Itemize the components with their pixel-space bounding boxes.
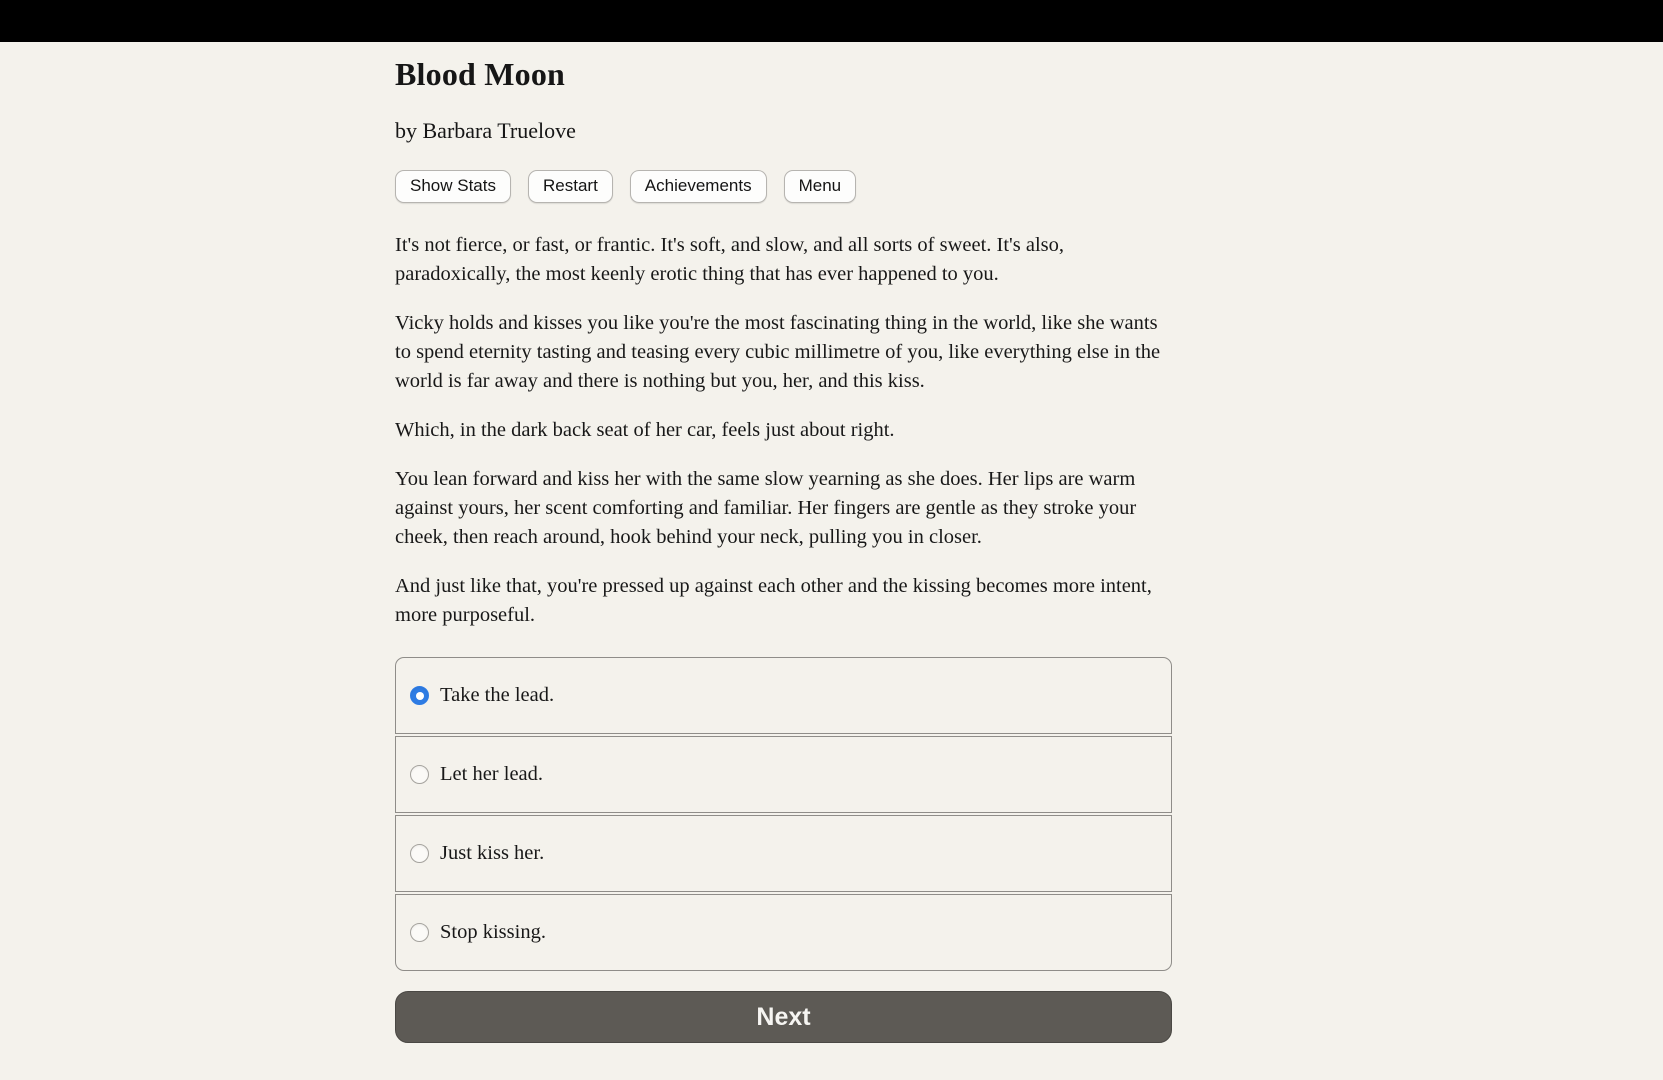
restart-button[interactable]: Restart [528, 170, 613, 203]
choice-option-just-kiss-her[interactable] [395, 815, 1172, 892]
page-title: Blood Moon [395, 56, 566, 92]
choice-option-take-the-lead[interactable] [395, 657, 1172, 734]
achievements-button[interactable]: Achievements [630, 170, 767, 203]
radio-button[interactable] [410, 765, 429, 784]
choice-label: Stop kissing. [440, 921, 546, 943]
choice-label: Just kiss her. [440, 842, 545, 864]
toolbar [395, 170, 1172, 203]
next-button[interactable]: Next [395, 991, 1172, 1043]
story-text [395, 231, 1172, 630]
story-paragraph: It's not fierce, or fast, or frantic. It's soft, and slow, and all sorts of sweet. It's also, paradoxically, the most keenly erotic thing that has ever happened to you. [395, 234, 1065, 285]
show-stats-button[interactable]: Show Stats [395, 170, 511, 203]
choice-label: Take the lead. [440, 684, 555, 706]
choice-option-stop-kissing[interactable] [395, 894, 1172, 971]
radio-button[interactable] [410, 923, 429, 942]
story-paragraph: And just like that, you're pressed up against each other and the kissing becomes more intent, more purposeful. [395, 575, 1152, 626]
top-black-bar [0, 0, 1663, 42]
radio-button-selected[interactable] [410, 686, 429, 705]
choice-label: Let her lead. [440, 763, 544, 785]
story-paragraph: Which, in the dark back seat of her car, feels just about right. [395, 419, 895, 441]
story-paragraph: Vicky holds and kisses you like you're the most fascinating thing in the world, like she wants to spend eternity tasting and teasing every cubic millimetre of you, like everything else in the world is far away and there is nothing but you, her, and this kiss. [395, 312, 1161, 392]
game-content [395, 56, 1172, 1043]
radio-button[interactable] [410, 844, 429, 863]
author-byline: by Barbara Truelove [395, 118, 576, 143]
story-paragraph: You lean forward and kiss her with the same slow yearning as she does. Her lips are warm against yours, her scent comforting and familiar. Her fingers are gentle as they stroke your cheek, then reach around, hook behind your neck, pulling you in closer. [395, 468, 1137, 548]
menu-button[interactable]: Menu [784, 170, 857, 203]
choice-option-let-her-lead[interactable] [395, 736, 1172, 813]
choice-list [395, 657, 1172, 971]
